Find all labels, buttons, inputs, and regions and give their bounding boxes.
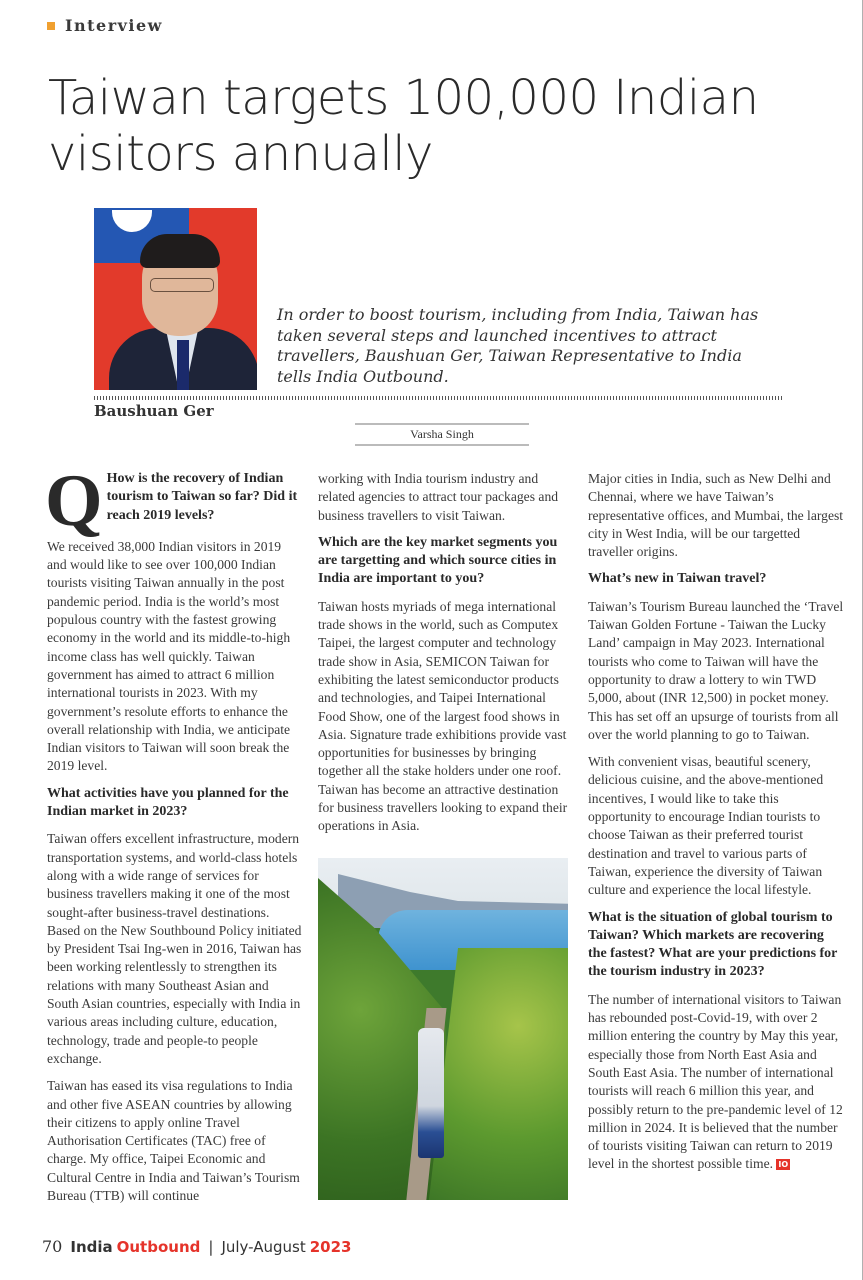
palm-trees-right (428, 948, 568, 1200)
answer-4-paragraph-2: With convenient visas, beautiful scenery, delicious cuisine, and the above-mentioned incentives, I would like to take this opportunity to encourage Indian tourists to choose Taiwan as their preferred tourist destination and travel to various parts of Taiwan, experience the diversity of Taiwan culture and experience the local lifestyle. (588, 754, 824, 898)
question-3: Which are the key market segments you are targetting and which source cities in India are important to you? (318, 534, 558, 587)
interviewee-name: Baushuan Ger (94, 402, 214, 420)
issue-months: July-August (221, 1238, 306, 1256)
drop-cap: Q (45, 460, 103, 542)
question-5: What is the situation of global tourism to Taiwan? Which markets are recovering the fastest? What are your predictions for the tourism industry in 2023? (588, 909, 838, 980)
brand-outbound: Outbound (116, 1238, 201, 1256)
end-mark-icon: IO (778, 1160, 789, 1170)
orange-square-icon (47, 22, 55, 30)
hair (140, 234, 220, 268)
interviewee-portrait (94, 208, 257, 390)
coastal-train-photo (318, 858, 568, 1200)
column-2 (318, 470, 574, 845)
answer-2-continued: working with India tourism industry and related agencies to attract tour packages and business travellers to visit Taiwan. (318, 471, 559, 523)
tie (177, 340, 189, 390)
column-3 (588, 470, 844, 1183)
answer-3-paragraph-2: Major cities in India, such as New Delhi and Chennai, where we have Taiwan’s representative offices, and Mumbai, the largest city in West India, will be our targetted traveller origins. (588, 471, 844, 560)
page-footer (42, 1237, 351, 1256)
glasses (150, 278, 214, 292)
answer-1: We received 38,000 Indian visitors in 2019 and would like to see over 100,000 Indian tourists visiting Taiwan annually in the post pandemic period. India is the world’s most populous country with the fastest growing economy in the world and its middle-to-high income class has well quickly. Taiwan government has aimed to attract 6 million international tourists in 2023. With my government’s resolute efforts to enhance the overall relationship with India, we anticipate Indian visitors to Taiwan will soon break the 2019 level. (47, 538, 291, 774)
answer-3-paragraph-1: Taiwan hosts myriads of mega international trade shows in the world, such as Computex Taipei, the largest computer and technology trade show in Asia, SEMICON Taiwan for exhibiting the latest semiconductor products and technologies, and Taipei International Food Show, one of the largest food shows in Asia. Signature trade exhibitions provide vast opportunities for businesses by bringing together all the stake holders under one roof. Taiwan has become an attractive destination for business travellers looking to expand their operations in Asia. (318, 598, 568, 834)
section-label: Interview (65, 16, 163, 35)
question-2: What activities have you planned for the Indian market in 2023? (47, 785, 289, 820)
answer-2-paragraph-1: Taiwan offers excellent infrastructure, modern transportation systems, and world-class hotels along with a wide range of services for business travellers making it one of the most sought-after business-travel destinations. Based on the New Southbound Policy initiated by President Tsai Ing-wen in 2016, Taiwan has been working relentlessly to strengthen its relations with many Southeast Asian and South Asian countries, especially with India in various areas including culture, education, technology, trade and people-to people exchange. (47, 831, 302, 1066)
brand-india: India (70, 1238, 113, 1256)
dotted-rule (94, 396, 784, 400)
section-tag (47, 16, 163, 35)
question-4: What’s new in Taiwan travel? (588, 571, 767, 587)
issue-year: 2023 (309, 1238, 352, 1256)
answer-5 (588, 991, 844, 1174)
article-headline: Taiwan targets 100,000 Indian visitors annually (48, 70, 759, 182)
standfirst: In order to boost tourism, including from India, Taiwan has taken several steps and launched incentives to attract travellers, Baushuan Ger, Taiwan Representative to India tells India Outbound. (277, 305, 759, 386)
question-1 (45, 460, 303, 542)
train (418, 1028, 444, 1158)
page-number: 70 (42, 1237, 63, 1256)
question-1-text: How is the recovery of Indian tourism to Taiwan so far? Did it reach 2019 levels? (106, 471, 298, 523)
answer-5-text: The number of international visitors to Taiwan has rebounded post-Covid-19, with over 2 million entering the country by May this year, especially those from North East Asia and South East Asia. The number of international tourists will reach 6 million this year, and possibly return to the pre-pandemic level of 12 million in 2024. It is believed that the number of tourists visiting Taiwan can return to 2019 level in the shortest possible time. (588, 991, 843, 1172)
answer-2-paragraph-2: Taiwan has eased its visa regulations to India and other five ASEAN countries by allowing their citizens to apply online Travel Authorisation Certificates (TAC) free of charge. My office, Taipei Economic and Cultural Centre in India and Taiwan’s Tourism Bureau (TTB) will continue (47, 1078, 300, 1203)
column-1 (45, 460, 303, 1214)
byline: Varsha Singh (355, 423, 529, 446)
answer-4-paragraph-1: Taiwan’s Tourism Bureau launched the ‘Travel Taiwan Golden Fortune - Taiwan the Lucky Land’ campaign in May 2023. International tourists who come to Taiwan will have the opportunity to draw a lottery to win TWD 5,000, about (INR 12,500) in pocket money. This has set off an upsurge of tourists from all over the world planning to go to Taiwan. (588, 598, 844, 742)
footer-separator: | (208, 1238, 214, 1256)
